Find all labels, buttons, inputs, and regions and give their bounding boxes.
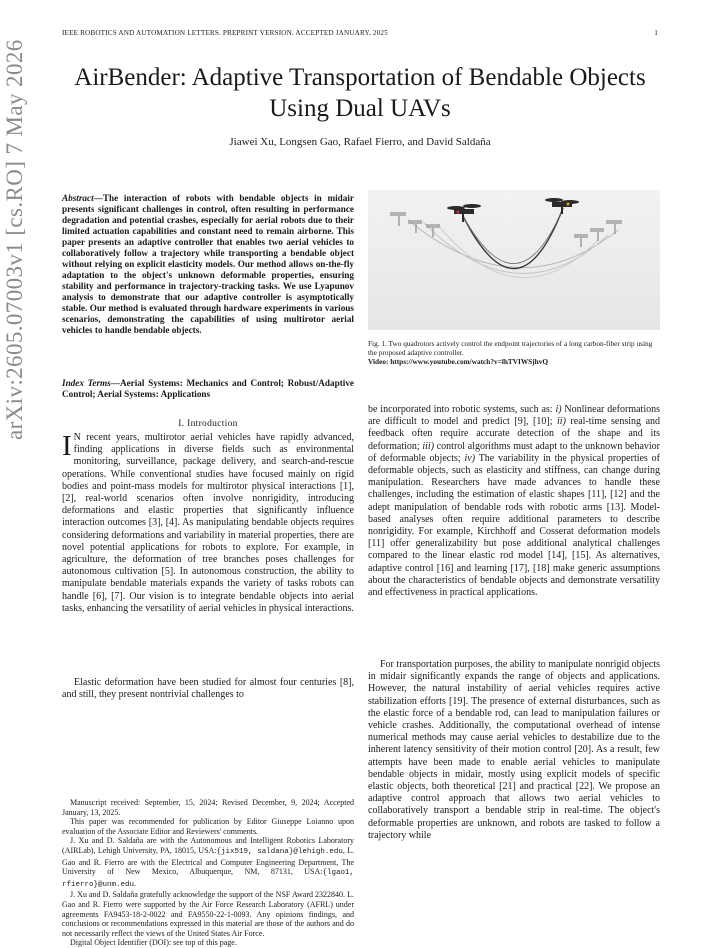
paper-title: AirBender: Adaptive Transportation of Bendable Objects Using Dual UAVs: [74, 64, 646, 122]
right-p1-text-b: Nonlinear deformations are difficult to model and predict [9], [10];: [368, 404, 661, 428]
author-list: Jiawei Xu, Longsen Gao, Rafael Fierro, and David Saldaña: [229, 136, 491, 148]
email-unm: {lgao1, rfierro}@unm.edu: [62, 869, 354, 889]
right-p1-text-a: be incorporated into robotic systems, such as:: [368, 404, 556, 415]
intro-paragraph-2: [62, 677, 354, 701]
running-header: [62, 29, 658, 37]
intro-p2-text: Elastic deformation have been studied for almost four centuries [8], and still, they present nontrivial challenges to: [62, 677, 354, 701]
abstract-text: —The interaction of robots with bendable objects in midair presents significant challenges in control, often resulting in performance degradation and potential crashes, especially for aerial robots due to their limited actuation capabilities and constant need to remain airborne. This paper presents an adaptive controller that enables two aerial vehicles to collaboratively follow a trajectory while transporting a bendable object without relying on explicit elasticity models. Our method allows on-the-fly adaptation to the object's unknown deformable properties, ensuring stability and performance in trajectory-tracking tasks. We use Lyapunov analysis to demonstrate that our adaptive controller is asymptotically stable. Our method is evaluated through hardware experiments in various scenarios, demonstrating the capabilities of using multirotor aerial vehicles to handle bendable objects.: [62, 193, 354, 335]
footnote-manuscript: Manuscript received: September, 15, 2024; Revised December, 9, 2024; Accepted January, 13, 2025.: [62, 798, 354, 817]
figure-photo: [368, 190, 660, 330]
footnote-editor: This paper was recommended for publication by Editor Giuseppe Loianno upon evaluation of the Associate Editor and Reviewers' comments.: [62, 817, 354, 836]
right-p1-text-e: The variability in the physical properties of deformable objects, such as elasticity and stiffness, can change during manipulation. Researchers have made advances to handle these challenges, including the estimation of elastic shapes [11], [12] and the adept manipulation of bendable rods with robotic arms [13]. Model-based analyses often require additional parameters to describe nonrigidity. For example, Kirchhoff and Cosserat deformation models [11] offer generalizability but pose additional analytical challenges compared to the linear elastic rod model [14], [15]. As alternatives, adaptive control [16] and learning [17], [18] make generic assumptions about the characteristics of bendable objects and demonstrate versatility and effectiveness in practical applications.: [368, 452, 660, 599]
abstract: [62, 193, 354, 336]
index-terms: [62, 378, 354, 400]
running-title: IEEE ROBOTICS AND AUTOMATION LETTERS. PREPRINT VERSION. ACCEPTED JANUARY, 2025: [62, 29, 388, 37]
enum-iv: iv): [464, 452, 476, 464]
right-p1-text-d: control algorithms must adapt to the unknown behavior of deformable objects;: [368, 440, 661, 464]
intro-p1-text: recent years, multirotor aerial vehicles have rapidly advanced, finding applications in diverse fields such as environmental monitoring, surveillance, package delivery, and search-and-rescue operations. While conventional studies have focused mainly on rigid bodies and point-mass models for multirotor physical interactions [1], [2], real-world scenarios often involve nonrigidity, introducing deformations and elastic properties that significantly influence interaction outcomes [3], [4]. As manipulating bendable objects requires considering deformations and variability in material properties, there are novel potential applications for robots to explore. For example, in agriculture, the deformation of tree branches poses challenges for autonomous cultivation [5]. In autonomous construction, the ability to manipulate bendable materials expands the variety of tasks robots can handle [6], [7]. Our vision is to integrate bendable objects into aerial tasks, enhancing the versatility of aerial vehicles in physical interactions.: [62, 432, 354, 614]
email-lehigh: {jix519, saldana}@lehigh.edu: [216, 847, 343, 856]
enum-i: i): [555, 404, 562, 415]
figure-caption: [368, 339, 660, 366]
footnote-affiliation: J. Xu and D. Saldaña are with the Autonomous and Intelligent Robotics Laboratory (AIRLab), Lehigh University, PA, 18015, USA:{jix519, saldana}@lehigh.edu, L. Gao and R. Fierro are with the Electrical and Computer Engineering Department, The University of New Mexico, Albuquerque, NM, 87131, USA:{lgao1, rfierro}@unm.edu.: [62, 836, 354, 889]
footnotes: [62, 798, 354, 948]
footnote-doi: Digital Object Identifier (DOI): see top of this page.: [70, 938, 237, 948]
arxiv-stamp[interactable]: arXiv:2605.07003v1 [cs.RO] 7 May 2026: [2, 39, 27, 440]
footnote-funding: J. Xu and D. Saldaña gratefully acknowledge the support of the NSF Award 2322840. L. Gao and R. Fierro were supported by the Air Force Research Laboratory (AFRL) under agreements FA9453-18-2-0022 and FA9550-22-1-0093. Any opinions findings, and conclusions or recommendations expressed in this material are those of the authors and do not necessarily reflect the views of the United States Air Force.: [62, 890, 354, 938]
right-p1-text-c: real-time sensing and feedback often require accurate detection of the shape and its deformation;: [368, 416, 661, 452]
video-link[interactable]: Video: https://www.youtube.com/watch?v=lhTVIWSjhvQ: [368, 357, 549, 366]
drop-cap: I: [62, 430, 72, 462]
intro-paragraph-1: [62, 432, 354, 615]
right-paragraph-1: [368, 404, 660, 599]
intro-first-word: N: [73, 432, 81, 443]
enum-ii: ii): [557, 416, 566, 428]
page-number: 1: [654, 29, 658, 37]
right-paragraph-2: [368, 659, 660, 842]
index-terms-text: —Aerial Systems: Mechanics and Control; Robust/Adaptive Control; Aerial Systems: Applications: [62, 378, 354, 399]
right-p2-text: For transportation purposes, the ability to manipulate nonrigid objects in midair significantly expands the range of objects and applications. However, the natural instability of aerial vehicles requires active stabilization efforts [19]. The presence of external disturbances, such as the elastic force of a bendable rod, can lead to manipulation failures or vehicle crashes. Additionally, the computational overhead of intense numerical methods may cause aerial vehicles to destabilize due to the inherent latency sensitivity of their motion control [20]. As a result, few attempts have been made to enable aerial vehicles to manipulate bendable objects in midair, mostly using explicit models of specific elastic objects, both theoretical [21] and practical [22]. We propose an adaptive control approach that allows two aerial vehicles to collaboratively transport a bendable strip in real-time. The object's deformable properties are unknown, and robots are tasked to follow a trajectory while: [368, 659, 660, 841]
caption-text: Fig. 1. Two quadrotors actively control the endpoint trajectories of a long carbon-fiber strip using the proposed adaptive controller.: [368, 339, 653, 357]
quadrotor-strip-photo: [368, 190, 660, 330]
section-heading: I. Introduction: [178, 419, 238, 429]
enum-iii: iii): [422, 440, 435, 452]
index-terms-lead: Index Terms: [62, 378, 111, 388]
abstract-lead: Abstract: [62, 193, 94, 203]
